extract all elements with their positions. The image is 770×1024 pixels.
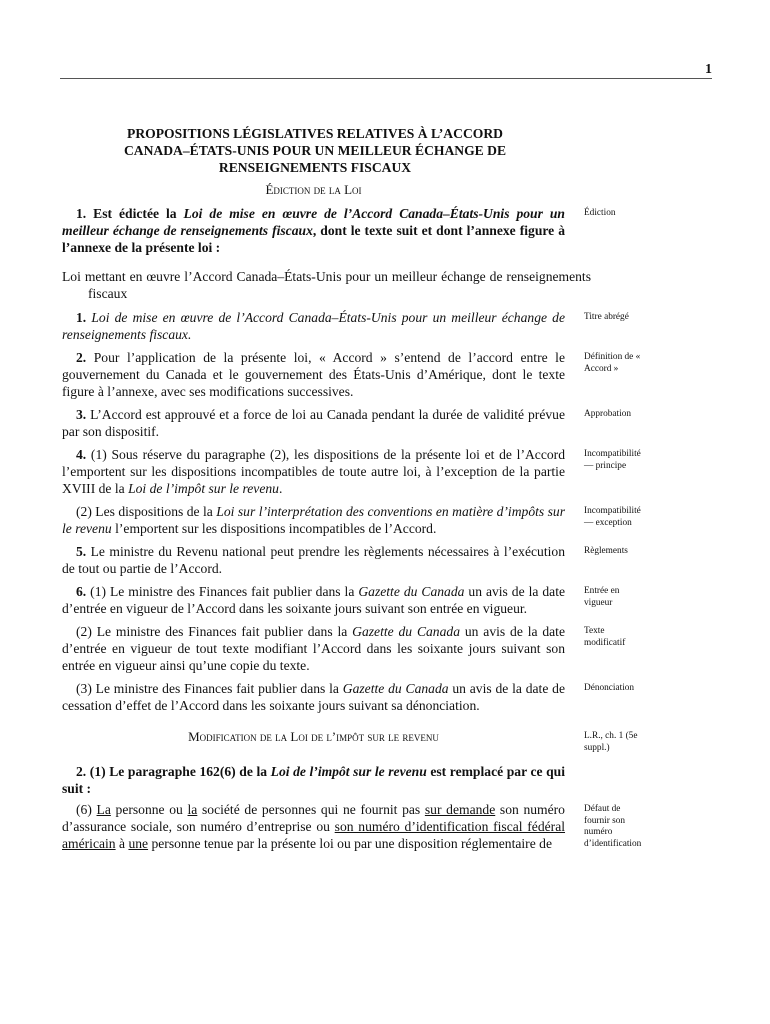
enact-text-end: , dont le texte suit et dont l’annexe figure à l’annexe de la présente loi : <box>62 223 565 255</box>
margin-note-rs-reference: L.R., ch. 1 (5e suppl.) <box>584 731 638 753</box>
section-text: (1) Le ministre des Finances fait publier dans la <box>86 584 359 599</box>
amend-text: (1) Le paragraphe 162(6) de la <box>86 764 271 779</box>
short-title-text: Loi de mise en œuvre de l’Accord Canada–États-Unis pour un meilleur échange de renseignements fiscaux. <box>62 310 565 342</box>
section-text-end: un avis de la date de cessation d’effet de l’Accord dans les soixante jours suivant sa dénonciation. <box>62 681 565 713</box>
section-number: 1. <box>76 206 87 221</box>
section-text: (1) Sous réserve du paragraphe (2), les dispositions de la présente loi et de l’Accord l’emportent sur les dispositions incompatibles de toute autre loi, à l’exception de la partie XVIII de la <box>62 447 565 496</box>
law-name: Loi sur l’interprétation des conventions en matière d’impôts sur le revenu <box>62 504 566 536</box>
text-part: son numéro d’assurance sociale, son numéro d’entreprise ou <box>62 802 565 834</box>
text-part: société de personnes qui ne fournit pas <box>197 802 425 817</box>
margin-note-amending-text: Texte modificatif <box>584 626 626 648</box>
document-title: PROPOSITIONS LÉGISLATIVES RELATIVES À L’ACCORD CANADA–ÉTATS-UNIS POUR UN MEILLEUR ÉCHANGE DE RENSEIGNEMENTS FISCAUX <box>123 126 507 175</box>
margin-note-failure: Défaut de fournir son numéro d’identification <box>584 804 642 849</box>
subsection-162-6 <box>62 801 565 852</box>
heading-enactment: Édiction de la Loi <box>265 182 362 197</box>
section-number: 2. <box>76 764 87 779</box>
amended-text: La <box>96 802 111 817</box>
section-text: Pour l’application de la présente loi, « Accord » s’entend de l’accord entre le gouvernement du Canada et le gouvernement des États-Unis d’Amérique, dont le texte figure à l’annexe, avec ses modifications successives. <box>62 350 565 399</box>
section-2 <box>62 349 565 400</box>
section-4-1 <box>62 446 565 497</box>
margin-note-enactment: Édiction <box>584 208 616 218</box>
section-6-3 <box>62 680 565 714</box>
gazette-name: Gazette du Canada <box>358 584 465 599</box>
gazette-name: Gazette du Canada <box>352 624 460 639</box>
section-text: (3) Le ministre des Finances fait publier dans la <box>76 681 343 696</box>
section-number: 1. <box>76 310 87 325</box>
section-number: 3. <box>76 407 87 422</box>
gazette-name: Gazette du Canada <box>342 681 449 696</box>
section-4-2 <box>62 503 565 537</box>
section-text: (2) Les dispositions de la <box>76 504 217 519</box>
enacting-clause <box>62 205 565 256</box>
section-number: 2. <box>76 350 87 365</box>
law-name: Loi de mise en œuvre de l’Accord Canada–États-Unis pour un meilleur échange de renseignements fiscaux <box>62 206 565 238</box>
margin-note-coming-into-force: Entrée en vigueur <box>584 586 620 608</box>
section-text: Le ministre du Revenu national peut prendre les règlements nécessaires à l’exécution de tout ou partie de l’Accord. <box>62 544 565 576</box>
amended-text: son numéro d’identification fiscal fédéral américain <box>62 819 566 851</box>
law-long-title: Loi mettant en œuvre l’Accord Canada–États-Unis pour un meilleur échange de renseignements fiscaux <box>62 269 591 301</box>
margin-note-short-title: Titre abrégé <box>584 312 629 322</box>
margin-note-definition: Définition de « Accord » <box>584 352 641 374</box>
text-part: personne tenue par la présente loi ou par une disposition réglementaire de <box>148 836 552 851</box>
margin-note-incompat-principle: Incompatibilité — principe <box>584 449 641 471</box>
section-6-2 <box>62 623 565 674</box>
section-number: 6. <box>76 584 87 599</box>
text-part: personne ou <box>110 802 188 817</box>
text-part: à <box>115 836 129 851</box>
section-1 <box>62 309 565 343</box>
enact-text: Est édictée la <box>86 206 184 221</box>
section-text-end: un avis de la date d’entrée en vigueur de l’Accord dans les soixante jours suivant son entrée en vigueur. <box>62 584 566 616</box>
amend-text-end: est remplacé par ce qui suit : <box>62 764 565 796</box>
margin-note-termination: Dénonciation <box>584 683 635 693</box>
law-name: Loi de l’impôt sur le revenu <box>128 481 279 496</box>
amending-clause <box>62 763 565 797</box>
margin-note-regulations: Règlements <box>584 546 628 556</box>
section-text-end: l’emportent sur les dispositions incompatibles de l’Accord. <box>111 521 437 536</box>
amended-text: une <box>128 836 149 851</box>
amended-text: sur demande <box>424 802 496 817</box>
header-rule <box>60 78 712 79</box>
page-number: 1 <box>705 62 712 77</box>
section-3 <box>62 406 565 440</box>
section-text: (2) Le ministre des Finances fait publier dans la <box>76 624 353 639</box>
section-number: 5. <box>76 544 87 559</box>
section-5 <box>62 543 565 577</box>
section-6-1 <box>62 583 565 617</box>
section-number: 4. <box>76 447 87 462</box>
text-part: (6) <box>76 802 97 817</box>
margin-note-approval: Approbation <box>584 409 631 419</box>
section-text: L’Accord est approuvé et a force de loi au Canada pendant la durée de validité prévue par son dispositif. <box>62 407 565 439</box>
section-text-end: un avis de la date d’entrée en vigueur de tout texte modifiant l’Accord dans les soixante jours suivant son entrée en vigueur ainsi qu’une copie du texte. <box>62 624 565 673</box>
heading-amendment: Modification de la Loi de l’impôt sur le revenu <box>188 729 439 744</box>
amended-text: la <box>187 802 198 817</box>
section-text-end: . <box>278 481 283 496</box>
margin-note-incompat-exception: Incompatibilité— exception <box>584 506 641 528</box>
law-name: Loi de l’impôt sur le revenu <box>270 764 427 779</box>
